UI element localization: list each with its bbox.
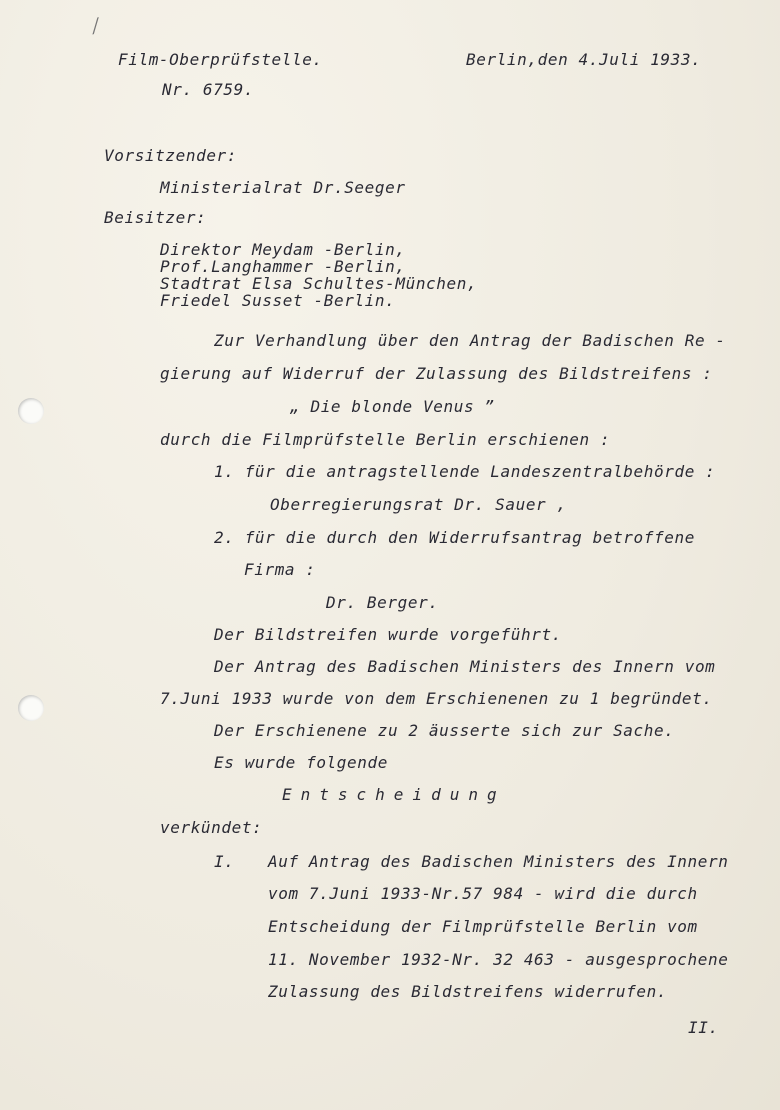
assessor-line: Prof.Langhammer -Berlin, bbox=[160, 257, 406, 276]
issuing-office: Film-Oberprüfstelle. bbox=[118, 50, 323, 69]
body-line: Der Bildstreifen wurde vorgeführt. bbox=[214, 625, 562, 644]
body-line: Der Erschienene zu 2 äusserte sich zur Sache. bbox=[214, 721, 675, 740]
announced-label: verkündet: bbox=[160, 818, 263, 837]
body-line: Der Antrag des Badischen Ministers des Innern vom bbox=[214, 657, 716, 676]
decision-heading: Entscheidung bbox=[282, 785, 506, 804]
punch-hole-lower bbox=[18, 695, 44, 721]
body-line: gierung auf Widerruf der Zulassung des Bildstreifens : bbox=[160, 364, 713, 383]
punch-hole-upper bbox=[18, 398, 44, 424]
decision-line: Zulassung des Bildstreifens widerrufen. bbox=[268, 982, 668, 1001]
next-page-marker: II. bbox=[688, 1018, 719, 1037]
assessor-line: Friedel Susset -Berlin. bbox=[160, 291, 396, 310]
document-number: Nr. 6759. bbox=[162, 80, 255, 99]
chair-name: Ministerialrat Dr.Seeger bbox=[160, 178, 406, 197]
decision-line: Auf Antrag des Badischen Ministers des Innern bbox=[268, 852, 729, 871]
list-item-person: Oberregierungsrat Dr. Sauer , bbox=[270, 495, 567, 514]
list-item: 2. für die durch den Widerrufsantrag betroffene bbox=[214, 528, 695, 547]
body-line: Es wurde folgende bbox=[214, 753, 388, 772]
list-item-person: Dr. Berger. bbox=[326, 593, 439, 612]
chair-label: Vorsitzender: bbox=[104, 146, 238, 165]
body-line: 7.Juni 1933 wurde von dem Erschienenen zu 1 begründet. bbox=[160, 689, 713, 708]
decision-line: vom 7.Juni 1933-Nr.57 984 - wird die durch bbox=[268, 884, 698, 903]
body-line: Zur Verhandlung über den Antrag der Badischen Re - bbox=[214, 331, 726, 350]
assessors-label: Beisitzer: bbox=[104, 208, 207, 227]
assessor-line: Direktor Meydam -Berlin, bbox=[160, 240, 406, 259]
assessor-line: Stadtrat Elsa Schultes-München, bbox=[160, 274, 478, 293]
decision-line: 11. November 1932-Nr. 32 463 - ausgesprochene bbox=[268, 950, 729, 969]
decision-line: Entscheidung der Filmprüfstelle Berlin vom bbox=[268, 917, 698, 936]
body-line: durch die Filmprüfstelle Berlin erschienen : bbox=[160, 430, 611, 449]
decision-number: I. bbox=[214, 852, 235, 871]
list-item-cont: Firma : bbox=[244, 560, 316, 579]
list-item: 1. für die antragstellende Landeszentralbehörde : bbox=[214, 462, 716, 481]
film-title: „ Die blonde Venus ” bbox=[290, 397, 495, 416]
handwritten-mark: ⁄ bbox=[90, 13, 101, 39]
place-and-date: Berlin,den 4.Juli 1933. bbox=[466, 50, 702, 69]
